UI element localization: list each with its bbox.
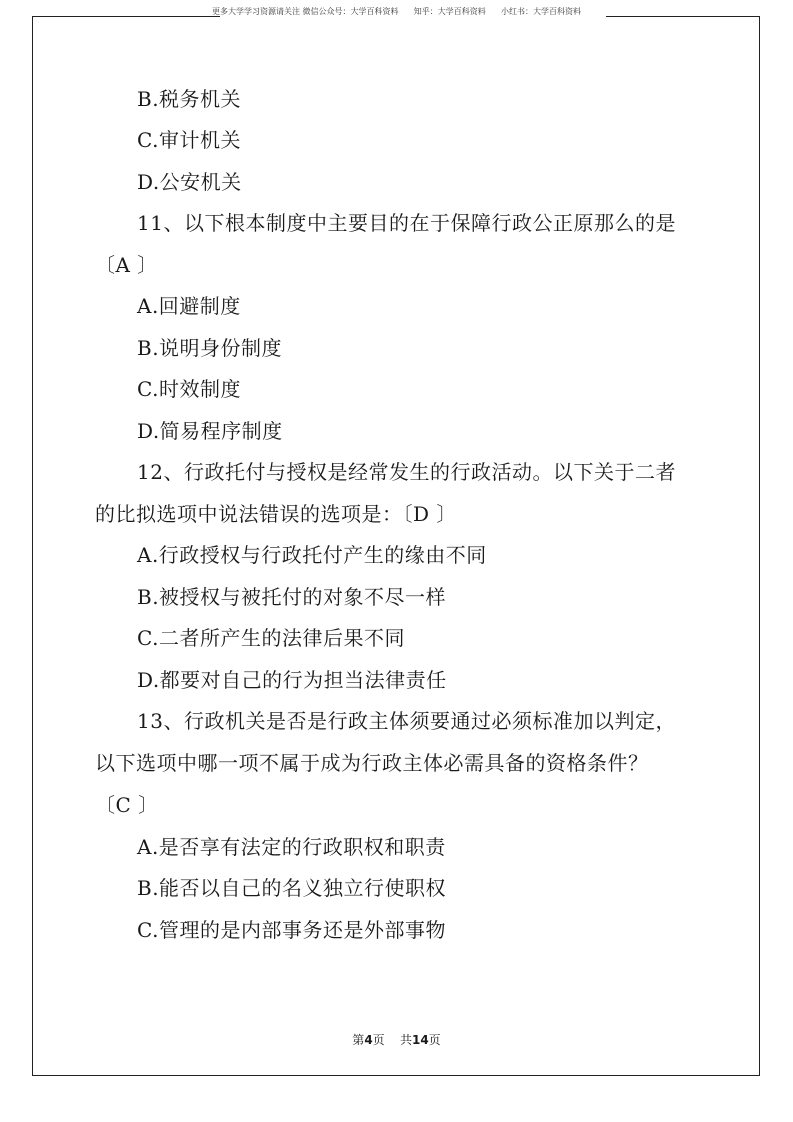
q13-option-a: A.是否享有法定的行政职权和职责 bbox=[137, 835, 446, 859]
question-12-cont: 的比拟选项中说法错误的选项是：〔D 〕 bbox=[95, 502, 457, 526]
q12-option-c: C.二者所产生的法律后果不同 bbox=[137, 626, 405, 650]
total-unit: 页 bbox=[428, 1033, 441, 1047]
q13-option-c: C.管理的是内部事务还是外部事物 bbox=[137, 918, 446, 942]
option-b-line: B.税务机关 bbox=[137, 87, 242, 111]
q11-option-b: B.说明身份制度 bbox=[137, 336, 283, 360]
total-pages: 14 bbox=[411, 1033, 429, 1047]
q12-option-b: B.被授权与被托付的对象不尽一样 bbox=[137, 585, 447, 609]
q12-option-a: A.行政授权与行政托付产生的缘由不同 bbox=[137, 543, 487, 567]
page-prefix: 第 bbox=[352, 1033, 365, 1047]
question-13-cont: 以下选项中哪一项不属于成为行政主体必需具备的资格条件？ bbox=[95, 751, 649, 775]
option-d-line: D.公安机关 bbox=[137, 170, 242, 194]
page-number bbox=[0, 1031, 793, 1048]
page-unit: 页 bbox=[372, 1033, 385, 1047]
total-prefix: 共 bbox=[399, 1033, 412, 1047]
question-11: 11、以下根本制度中主要目的在于保障行政公正原那么的是 bbox=[137, 211, 676, 235]
q13-option-b: B.能否以自己的名义独立行使职权 bbox=[137, 876, 447, 900]
question-12: 12、行政托付与授权是经常发生的行政活动。以下关于二者 bbox=[137, 460, 676, 484]
q11-option-c: C.时效制度 bbox=[137, 377, 241, 401]
current-page: 4 bbox=[364, 1033, 373, 1047]
header-note: 更多大学学习资源请关注 微信公众号：大学百科资料 知乎：大学百科资料 小红书：大学百科资料 bbox=[211, 7, 582, 16]
q12-option-d: D.都要对自己的行为担当法律责任 bbox=[137, 668, 447, 692]
question-13: 13、行政机关是否是行政主体须要通过必须标准加以判定， bbox=[137, 709, 676, 733]
option-c-line: C.审计机关 bbox=[137, 128, 241, 152]
q11-option-d: D.简易程序制度 bbox=[137, 419, 283, 443]
q11-option-a: A.回避制度 bbox=[137, 294, 241, 318]
question-13-answer: 〔C 〕 bbox=[95, 793, 159, 817]
question-11-answer: 〔A 〕 bbox=[95, 253, 158, 277]
